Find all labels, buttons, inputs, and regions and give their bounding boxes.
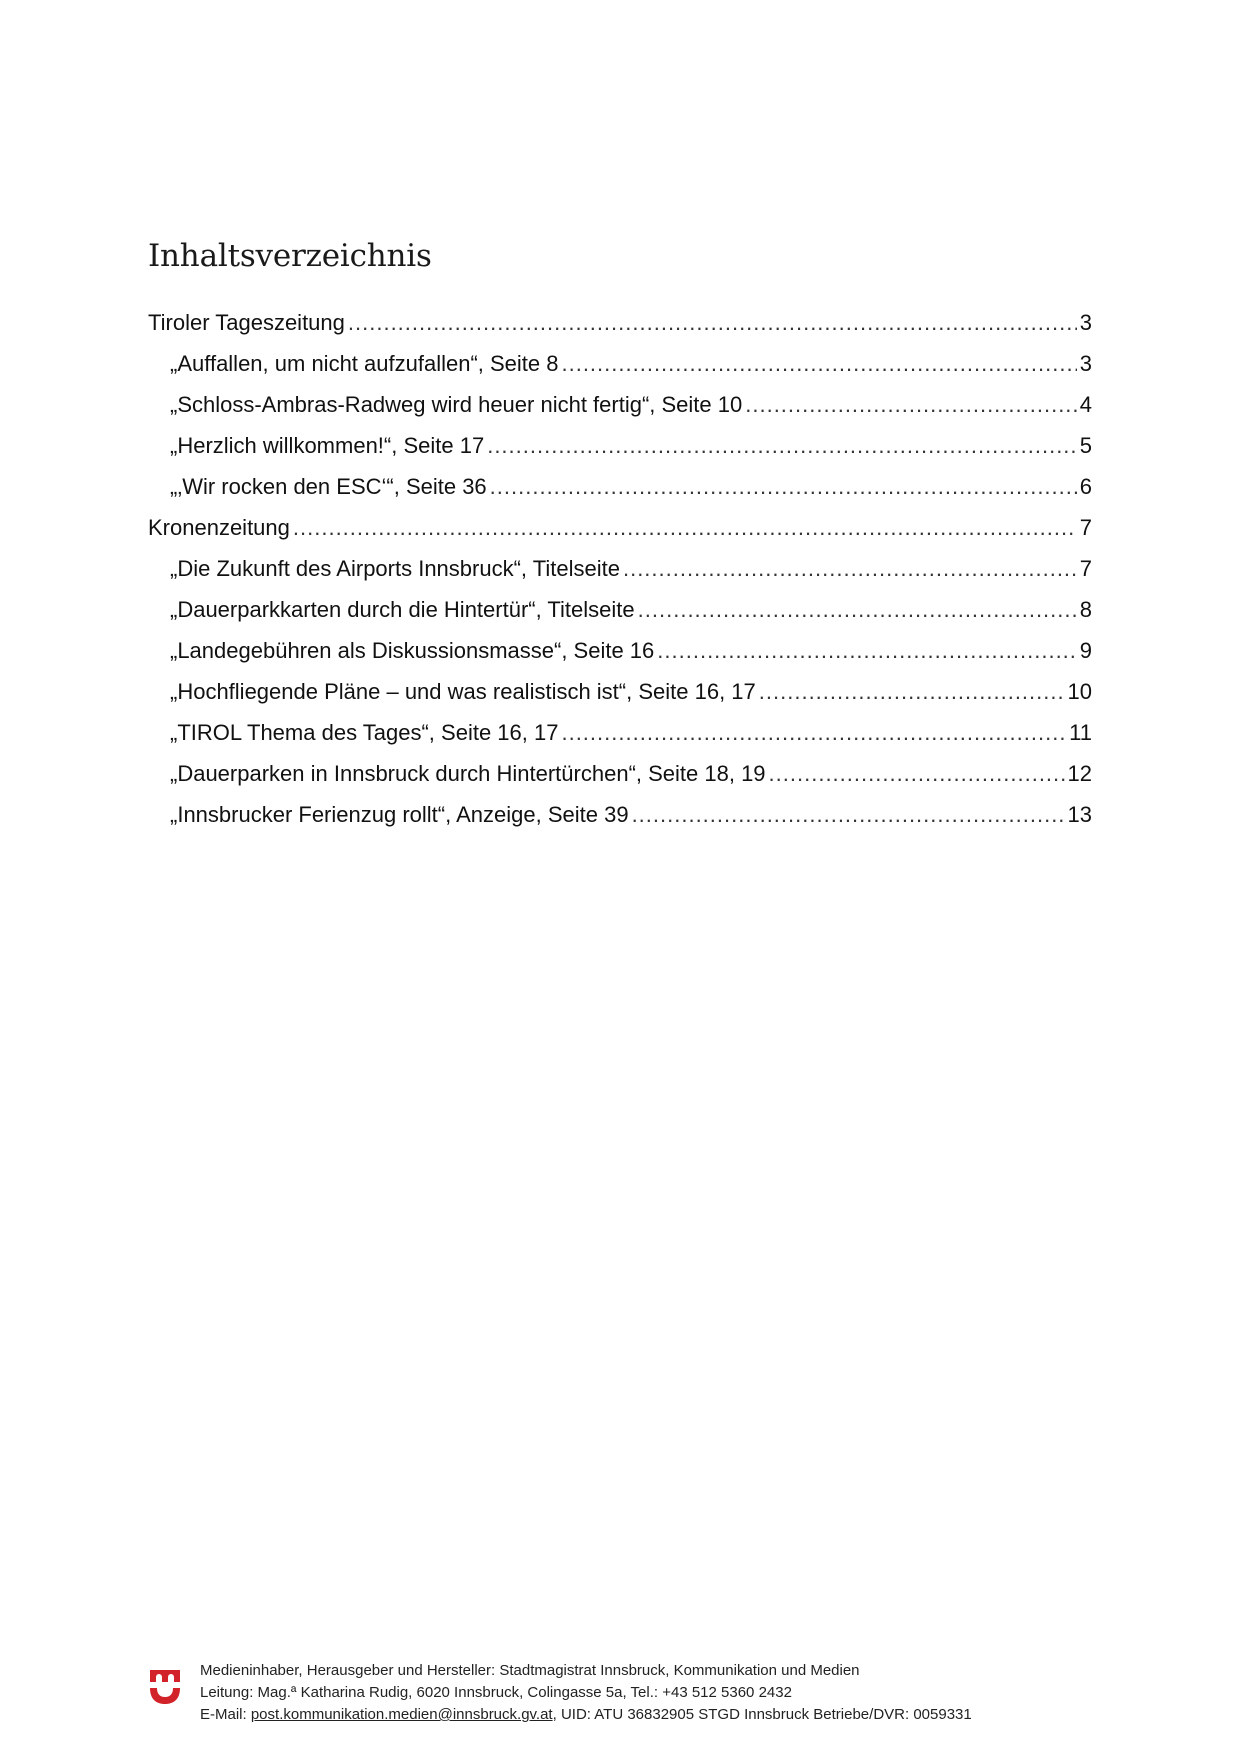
toc-leader bbox=[561, 343, 1076, 384]
toc-leader bbox=[745, 384, 1077, 425]
toc-entry-text: „Hochfliegende Pläne – und was realistisch ist“, Seite 16, 17 bbox=[170, 679, 756, 704]
toc-title: Inhaltsverzeichnis bbox=[148, 238, 432, 274]
toc-entry-text: Tiroler Tageszeitung bbox=[148, 310, 345, 335]
toc-entry-page: 3 bbox=[1079, 351, 1092, 376]
footer-line-publisher: Medieninhaber, Herausgeber und Hersteller: Stadtmagistrat Innsbruck, Kommunikation und Medien bbox=[200, 1662, 860, 1679]
toc-entry-kronenzeitung[interactable] bbox=[148, 507, 1092, 548]
toc-leader bbox=[623, 548, 1077, 589]
toc-entry-text: „Innsbrucker Ferienzug rollt“, Anzeige, Seite 39 bbox=[170, 802, 629, 827]
toc-entry-radweg[interactable] bbox=[148, 384, 1092, 425]
toc-entry-text: „Schloss-Ambras-Radweg wird heuer nicht fertig“, Seite 10 bbox=[170, 392, 743, 417]
toc-entry-text: „Dauerparkkarten durch die Hintertür“, Titelseite bbox=[170, 597, 635, 622]
toc-entry-page: 9 bbox=[1079, 638, 1092, 663]
toc-entry-page: 7 bbox=[1079, 556, 1092, 581]
toc-leader bbox=[638, 589, 1077, 630]
footer-imprint bbox=[200, 1660, 972, 1726]
toc-leader bbox=[759, 671, 1065, 712]
toc-entry-page: 10 bbox=[1067, 679, 1092, 704]
toc-entry-page: 6 bbox=[1079, 474, 1092, 499]
toc-entry-page: 13 bbox=[1067, 802, 1092, 827]
toc-leader bbox=[769, 753, 1065, 794]
toc-entry-page: 12 bbox=[1067, 761, 1092, 786]
toc-entry-hochfliegende-plaene[interactable] bbox=[148, 671, 1092, 712]
toc-entry-page: 5 bbox=[1079, 433, 1092, 458]
page-footer bbox=[148, 1660, 1098, 1726]
toc-leader bbox=[657, 630, 1076, 671]
toc-leader bbox=[490, 466, 1077, 507]
toc-entry-thema-des-tages[interactable] bbox=[148, 712, 1092, 753]
toc-entry-text: „TIROL Thema des Tages“, Seite 16, 17 bbox=[170, 720, 559, 745]
toc-entry-text: „Herzlich willkommen!“, Seite 17 bbox=[170, 433, 485, 458]
toc-entry-text: „‚Wir rocken den ESC‘“, Seite 36 bbox=[170, 474, 487, 499]
toc-entry-page: 4 bbox=[1079, 392, 1092, 417]
toc-leader bbox=[487, 425, 1077, 466]
toc-leader bbox=[632, 794, 1065, 835]
toc-entry-auffallen[interactable] bbox=[148, 343, 1092, 384]
toc-entry-esc[interactable] bbox=[148, 466, 1092, 507]
innsbruck-logo-icon bbox=[148, 1666, 182, 1706]
toc-entry-airport-zukunft[interactable] bbox=[148, 548, 1092, 589]
footer-line-contact bbox=[200, 1704, 972, 1726]
toc-entry-text: „Die Zukunft des Airports Innsbruck“, Titelseite bbox=[170, 556, 620, 581]
toc-entry-page: 11 bbox=[1069, 720, 1092, 745]
footer-uid-dvr: , UID: ATU 36832905 STGD Innsbruck Betriebe/DVR: 0059331 bbox=[552, 1706, 972, 1723]
toc-entry-text: Kronenzeitung bbox=[148, 515, 290, 540]
toc-entry-tiroler-tageszeitung[interactable] bbox=[148, 302, 1092, 343]
toc-entry-ferienzug[interactable] bbox=[148, 794, 1092, 835]
toc-entry-dauerparkkarten[interactable] bbox=[148, 589, 1092, 630]
toc-leader bbox=[561, 712, 1066, 753]
toc-leader bbox=[348, 302, 1077, 343]
toc-entry-landegebuehren[interactable] bbox=[148, 630, 1092, 671]
footer-email-label: E-Mail: bbox=[200, 1706, 251, 1723]
toc-entry-text: „Dauerparken in Innsbruck durch Hintertürchen“, Seite 18, 19 bbox=[170, 761, 766, 786]
toc-entry-herzlich-willkommen[interactable] bbox=[148, 425, 1092, 466]
toc-leader bbox=[293, 507, 1077, 548]
footer-line-management: Leitung: Mag.ª Katharina Rudig, 6020 Innsbruck, Colingasse 5a, Tel.: +43 512 5360 2432 bbox=[200, 1684, 792, 1701]
toc-entry-text: „Landegebühren als Diskussionsmasse“, Seite 16 bbox=[170, 638, 655, 663]
toc-entry-text: „Auffallen, um nicht aufzufallen“, Seite 8 bbox=[170, 351, 559, 376]
toc-entry-page: 8 bbox=[1079, 597, 1092, 622]
toc-list bbox=[148, 302, 1092, 835]
footer-email-link[interactable]: post.kommunikation.medien@innsbruck.gv.at bbox=[250, 1706, 553, 1723]
toc-entry-page: 3 bbox=[1079, 310, 1092, 335]
toc-entry-page: 7 bbox=[1079, 515, 1092, 540]
toc-entry-dauerparken[interactable] bbox=[148, 753, 1092, 794]
